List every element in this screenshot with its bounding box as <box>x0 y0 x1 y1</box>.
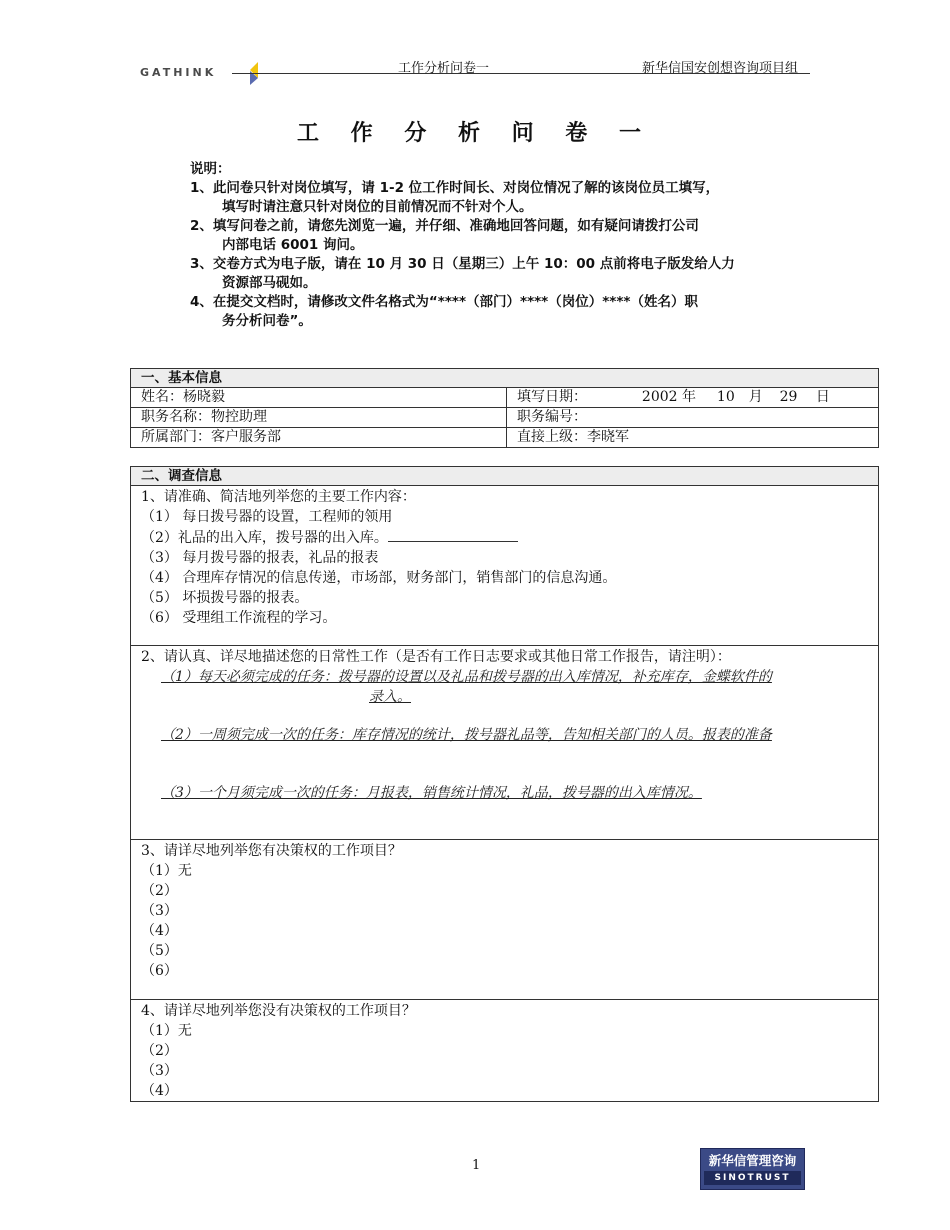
q2-cell[interactable] <box>131 646 879 840</box>
q4-item: （2） <box>141 1043 178 1059</box>
instructions <box>190 160 820 331</box>
q1-item: （2）礼品的出入库，拨号器的出入库。 <box>141 527 868 548</box>
q3-item: （1）无 <box>141 863 192 879</box>
sinotrust-logo <box>700 1148 805 1190</box>
basic-info-heading: 一、基本信息 <box>131 369 879 388</box>
survey-table <box>130 466 879 1102</box>
survey-heading: 二、调查信息 <box>131 467 879 486</box>
page-number: 1 <box>472 1158 481 1173</box>
q3-item: （3） <box>141 903 178 919</box>
q3-cell[interactable] <box>131 840 879 1000</box>
q2-answer-weekly: （2）一周须完成一次的任务：库存情况的统计，拨号器礼品等，告知相关部门的人员。报表的准备 <box>161 727 772 743</box>
page-title: 工 作 分 析 问 卷 一 <box>297 121 653 146</box>
q1-cell[interactable] <box>131 486 879 646</box>
fill-date-year: 2002 年 <box>641 389 696 405</box>
q3-question: 3、请详尽地列举您有决策权的工作项目？ <box>141 843 402 859</box>
job-title-field[interactable]: 职务名称：物控助理 <box>131 408 507 428</box>
q1-item: （4） 合理库存情况的信息传递，市场部，财务部门，销售部门的信息沟通。 <box>141 570 617 586</box>
q4-question: 4、请详尽地列举您没有决策权的工作项目？ <box>141 1003 416 1019</box>
q1-item: （1） 每日拨号器的设置，工程师的领用 <box>141 509 393 525</box>
instruction-1: 1、此问卷只针对岗位填写，请 1-2 位工作时间长、对岗位情况了解的该岗位员工填写， 填写时请注意只针对岗位的目前情况而不针对个人。 <box>190 180 720 215</box>
q2-answer-daily: （1）每天必须完成的任务：拨号器的设置以及礼品和拨号器的出入库情况，补充库存，金蝶软件的 <box>161 669 772 685</box>
header-project-group: 新华信国安创想咨询项目组 <box>642 61 799 76</box>
name-field[interactable]: 姓名：杨晓毅 <box>131 388 507 408</box>
q2-question: 2、请认真、详尽地描述您的日常性工作（是否有工作日志要求或其他日常工作报告，请注明）： <box>141 649 731 665</box>
blank-line <box>388 527 518 542</box>
fill-date-day: 29 日 <box>779 389 830 405</box>
job-number-field[interactable]: 职务编号： <box>507 408 879 428</box>
q4-item: （1）无 <box>141 1023 192 1039</box>
q3-item: （5） <box>141 943 178 959</box>
q1-question: 1、请准确、简洁地列举您的主要工作内容： <box>141 489 416 505</box>
logo-wordmark: GATHINK <box>140 66 217 79</box>
brand-english: SINOTRUST <box>704 1171 801 1185</box>
department-field[interactable]: 所属部门：客户服务部 <box>131 428 507 448</box>
q1-item: （6） 受理组工作流程的学习。 <box>141 610 337 626</box>
supervisor-field[interactable]: 直接上级：李晓军 <box>507 428 879 448</box>
basic-info-table <box>130 368 879 448</box>
q4-cell[interactable] <box>131 1000 879 1102</box>
brand-chinese: 新华信管理咨询 <box>708 1153 797 1168</box>
gathink-logo <box>140 62 265 88</box>
q3-item: （2） <box>141 883 178 899</box>
instruction-2: 2、填写问卷之前，请您先浏览一遍，并仔细、准确地回答问题，如有疑问请拨打公司 内部电话 6001 询问。 <box>190 218 699 253</box>
q4-item: （4） <box>141 1083 178 1099</box>
fill-date-field[interactable] <box>507 388 879 408</box>
q1-item: （3） 每月拨号器的报表，礼品的报表 <box>141 550 379 566</box>
q2-answer-daily-cont: 录入。 <box>369 689 411 705</box>
fill-date-month: 10 月 <box>716 389 763 405</box>
q3-item: （4） <box>141 923 178 939</box>
instructions-heading: 说明： <box>190 161 231 177</box>
q4-item: （3） <box>141 1063 178 1079</box>
instruction-4: 4、在提交文档时，请修改文件名格式为“****（部门）****（岗位）****（姓名）职 务分析问卷”。 <box>190 294 698 329</box>
instruction-3: 3、交卷方式为电子版，请在 10 月 30 日（星期三）上午 10：00 点前将电子版发给人力 资源部马砚如。 <box>190 256 735 291</box>
fill-date-label: 填写日期： <box>517 389 587 405</box>
q3-item: （6） <box>141 963 178 979</box>
q1-item: （5） 坏损拨号器的报表。 <box>141 590 309 606</box>
q2-answer-monthly: （3）一个月须完成一次的任务：月报表，销售统计情况，礼品，拨号器的出入库情况。 <box>161 785 702 801</box>
header-doc-title: 工作分析问卷一 <box>398 61 490 76</box>
